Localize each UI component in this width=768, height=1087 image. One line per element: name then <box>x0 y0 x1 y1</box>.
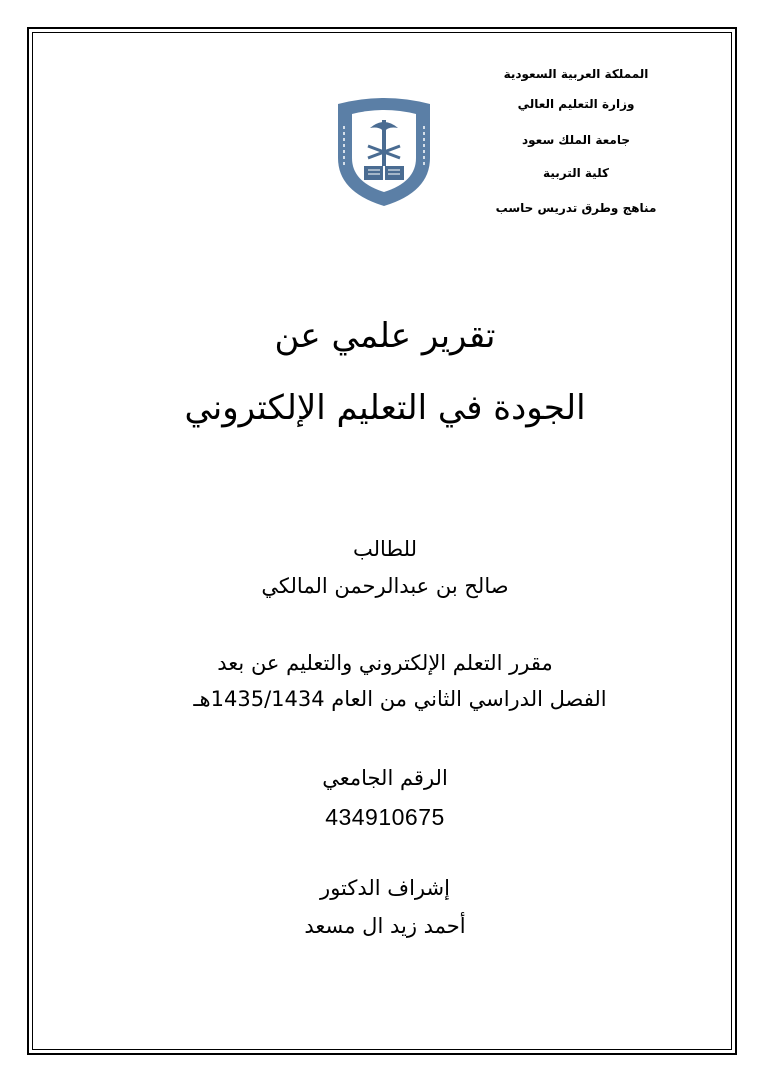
student-name: صالح بن عبدالرحمن المالكي <box>261 574 509 598</box>
semester-line: الفصل الدراسي الثاني من العام 1435/1434هـ <box>193 687 607 711</box>
header-department: مناهج وطرق تدريس حاسب <box>495 201 657 215</box>
header-university: جامعة الملك سعود <box>522 133 630 147</box>
header-college: كلية التربية <box>543 166 609 180</box>
university-id-label: الرقم الجامعي <box>322 766 448 790</box>
supervisor-label: إشراف الدكتور <box>320 876 450 900</box>
university-id-value: 434910675 <box>325 804 445 830</box>
student-label: للطالب <box>353 537 417 561</box>
header-ministry: وزارة التعليم العالي <box>517 97 635 111</box>
report-title-line-1: تقرير علمي عن <box>274 316 496 356</box>
report-title-line-2: الجودة في التعليم الإلكتروني <box>184 388 586 428</box>
header-country: المملكة العربية السعودية <box>503 67 649 81</box>
course-name: مقرر التعلم الإلكتروني والتعليم عن بعد <box>217 651 553 675</box>
supervisor-name: أحمد زيد ال مسعد <box>304 914 466 938</box>
university-seal-icon <box>330 96 438 208</box>
